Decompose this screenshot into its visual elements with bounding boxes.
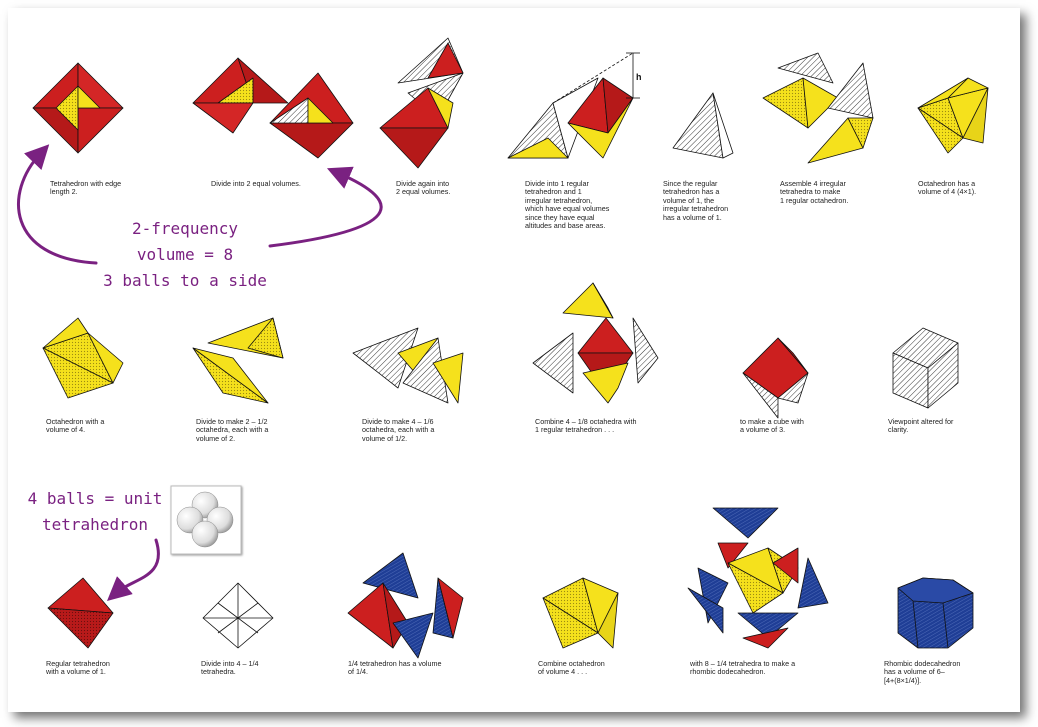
fig-tetra-edge2 [33,63,123,153]
caption-divide-again: Divide again into 2 equal volumes. [396,179,451,197]
annotation-4-balls [20,486,170,538]
illustration-sheet [8,8,1020,712]
caption-regular-tetra: Regular tetrahedron with a volume of 1. [46,659,110,677]
caption-cube: to make a cube with a volume of 3. [740,417,804,435]
caption-octa-vol: Octahedron has a volume of 4 (4×1). [918,179,977,197]
fig-octahedron-vol4 [918,78,988,153]
fig-regular-tetra-vol1 [48,578,113,648]
caption-irregular-volume: Since the regular tetrahedron has a volume of 1, the irregular tetrahedron has a volume of 1. [663,179,729,222]
caption-rhombic: Rhombic dodecahedron has a volume of 6– [4+(8×1/4)]. [884,659,961,685]
annotation-freq-line2: volume = 8 [136,245,234,264]
balls-inset [171,486,241,554]
annotation-balls-line1: 4 balls = unit [27,489,163,508]
fig-quarter-tetra-wireframe [203,583,273,648]
fig-irregular-tetra [673,93,733,158]
annotation-balls-line2: tetrahedron [42,515,148,534]
fig-divide-again [380,38,463,168]
caption-quarter-volume: 1/4 tetrahedron has a volume of 1/4. [348,659,442,677]
height-label: h [636,72,642,82]
fig-octahedron-vol4-b [43,318,123,398]
caption-half-octa: Divide to make 2 – 1/2 octahedra, each with a volume of 2. [196,417,269,443]
caption-combine-octa: Combine octahedron of volume 4 . . . [538,659,605,677]
fig-regular-irregular [508,53,640,158]
fig-rhombic-assembly [688,508,828,648]
annotation-freq-line3: 3 balls to a side [103,271,267,290]
geometry-illustrations [8,8,1020,712]
fig-combine-eighth-octahedra [533,283,658,403]
caption-sixth-octa: Divide to make 4 – 1/6 octahedra, each with a volume of 1/2. [362,417,435,443]
fig-cube-viewpoint [893,328,958,408]
caption-assemble: Assemble 4 irregular tetrahedra to make 1 regular octahedron. [780,179,849,205]
fig-quarter-tetra-pieces [348,553,463,658]
caption-combine-eighth: Combine 4 – 1/8 octahedra with 1 regular tetrahedron . . . [535,417,637,435]
fig-assemble-octahedron [763,53,873,163]
fig-rhombic-dodecahedron [898,578,973,648]
caption-with-8-quarter: with 8 – 1/4 tetrahedra to make a rhombic dodecahedron. [690,659,796,677]
fig-half-octahedra [193,318,283,403]
annotation-freq-line1: 2-frequency [132,219,238,238]
annotation-2-frequency [100,216,270,294]
fig-octahedron-vol4-row3 [543,578,618,648]
fig-divide-2-volumes [193,58,353,158]
fig-sixth-octahedra [353,328,463,403]
caption-divide-2: Divide into 2 equal volumes. [211,179,301,188]
fig-cube-vol3 [743,338,808,418]
caption-tetra-edge2: Tetrahedron with edge length 2. [50,179,122,197]
arrow-to-tetra [18,153,96,263]
caption-viewpoint: Viewpoint altered for clarity. [888,417,954,435]
arrow-to-unit-tetra [116,540,158,593]
caption-regular-irregular: Divide into 1 regular tetrahedron and 1 irregular tetrahedron, which have equal volumes since they have equal altitudes and base areas. [525,179,610,231]
caption-octa-vol4: Octahedron with a volume of 4. [46,417,105,435]
caption-quarter-tetra: Divide into 4 – 1/4 tetrahedra. [201,659,259,677]
